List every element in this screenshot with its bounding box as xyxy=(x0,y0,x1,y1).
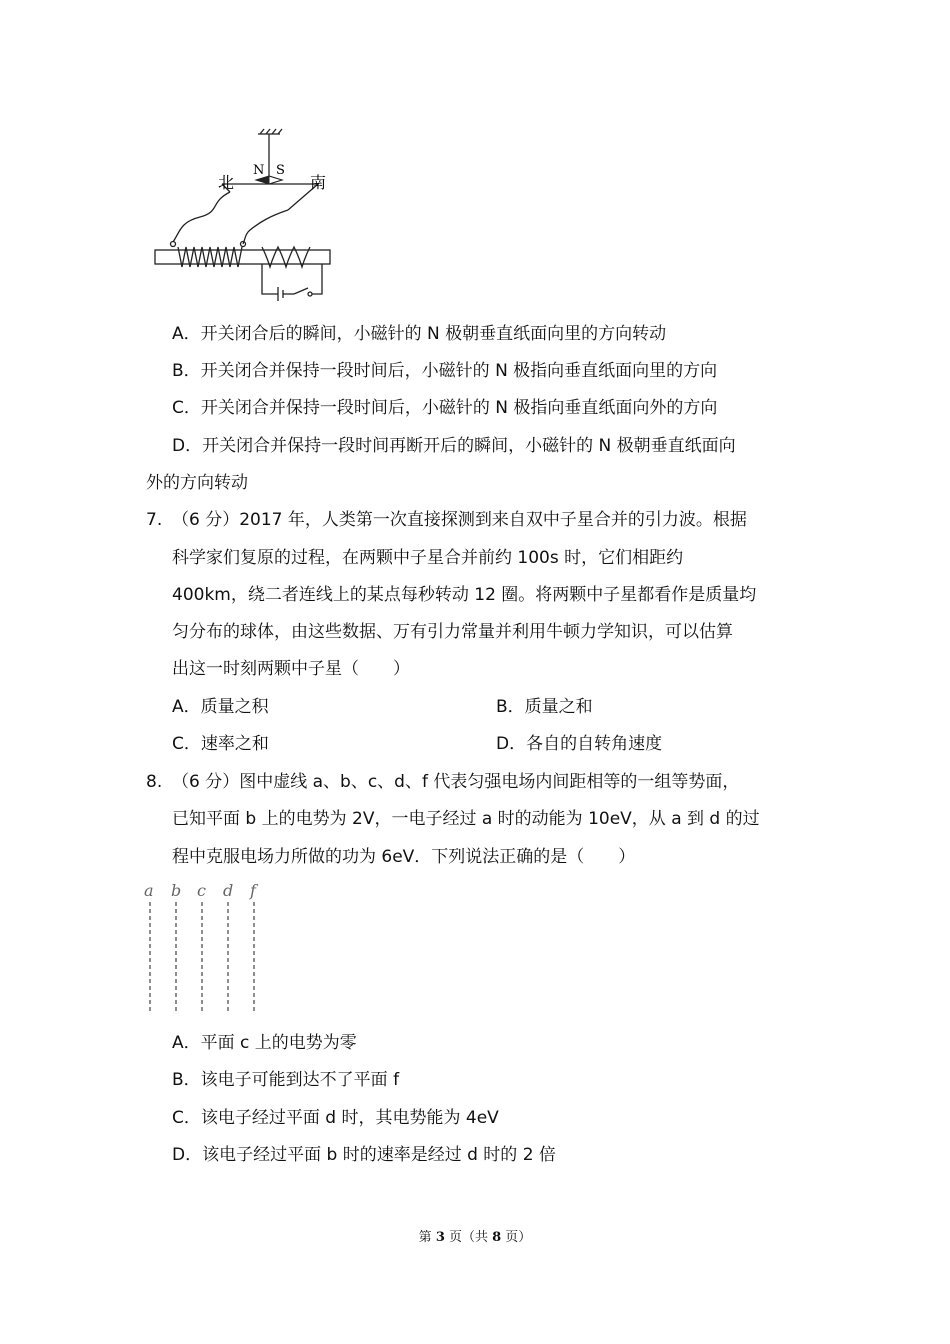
plane-label-a: a xyxy=(144,881,154,900)
q8-number: 8. xyxy=(146,772,163,792)
plane-label-f: f xyxy=(250,881,256,900)
equipotential-figure xyxy=(140,880,270,1020)
q8-option-d: D．该电子经过平面 b 时的速率是经过 d 时的 2 倍 xyxy=(172,1145,556,1165)
q7-option-a: A．质量之积 xyxy=(172,697,269,717)
q6-option-c: C．开关闭合并保持一段时间后，小磁针的 N 极指向垂直纸面向外的方向 xyxy=(172,398,718,418)
needle-s-label: S xyxy=(276,163,285,178)
q8-option-a: A．平面 c 上的电势为零 xyxy=(172,1033,357,1053)
q7-stem-line-2: 科学家们复原的过程，在两颗中子星合并前约 100s 时，它们相距约 xyxy=(172,548,684,568)
needle-n-label: N xyxy=(253,163,265,178)
north-label: 北 xyxy=(218,173,235,192)
plane-label-c: c xyxy=(197,881,206,900)
page-number: 3 xyxy=(435,1230,445,1245)
page-total: 8 xyxy=(492,1230,502,1245)
q8-option-b: B．该电子可能到达不了平面 f xyxy=(172,1070,400,1090)
q8-stem-line-2: 已知平面 b 上的电势为 2V，一电子经过 a 时的动能为 10eV，从 a 到 d 的过 xyxy=(172,809,760,829)
plane-label-d: d xyxy=(223,881,234,900)
q6-option-a: A．开关闭合后的瞬间，小磁针的 N 极朝垂直纸面向里的方向转动 xyxy=(172,324,667,344)
q7-stem-line-3: 400km，绕二者连线上的某点每秒转动 12 圈。将两颗中子星都看作是质量均 xyxy=(172,585,757,605)
q6-option-d-cont: 外的方向转动 xyxy=(146,473,248,493)
q6-option-d: D．开关闭合并保持一段时间再断开后的瞬间，小磁针的 N 极朝垂直纸面向 xyxy=(172,436,736,456)
q7-stem-line-5: 出这一时刻两颗中子星（ ） xyxy=(172,659,410,679)
q7-stem-line-4: 匀分布的球体，由这些数据、万有引力常量并利用牛顿力学知识，可以估算 xyxy=(172,622,733,642)
q7-option-c: C．速率之和 xyxy=(172,734,269,754)
south-label: 南 xyxy=(310,173,327,192)
q7-stem-line-1: （6 分）2017 年，人类第一次直接探测到来自双中子星合并的引力波。根据 xyxy=(172,510,747,530)
q7-option-d: D．各自的自转角速度 xyxy=(496,734,663,754)
q7-number: 7. xyxy=(146,510,163,530)
page-footer: 第 3 页（共 8 页） xyxy=(418,1230,532,1245)
coil-compass-figure xyxy=(150,122,340,302)
q8-option-c: C．该电子经过平面 d 时，其电势能为 4eV xyxy=(172,1108,499,1128)
plane-label-b: b xyxy=(171,881,182,900)
q6-option-b: B．开关闭合并保持一段时间后，小磁针的 N 极指向垂直纸面向里的方向 xyxy=(172,361,718,381)
q8-stem-line-3: 程中克服电场力所做的功为 6eV．下列说法正确的是（ ） xyxy=(172,847,636,867)
q7-option-b: B．质量之和 xyxy=(496,697,593,717)
q8-stem-line-1: （6 分）图中虚线 a、b、c、d、f 代表匀强电场内间距相等的一组等势面， xyxy=(172,772,740,792)
